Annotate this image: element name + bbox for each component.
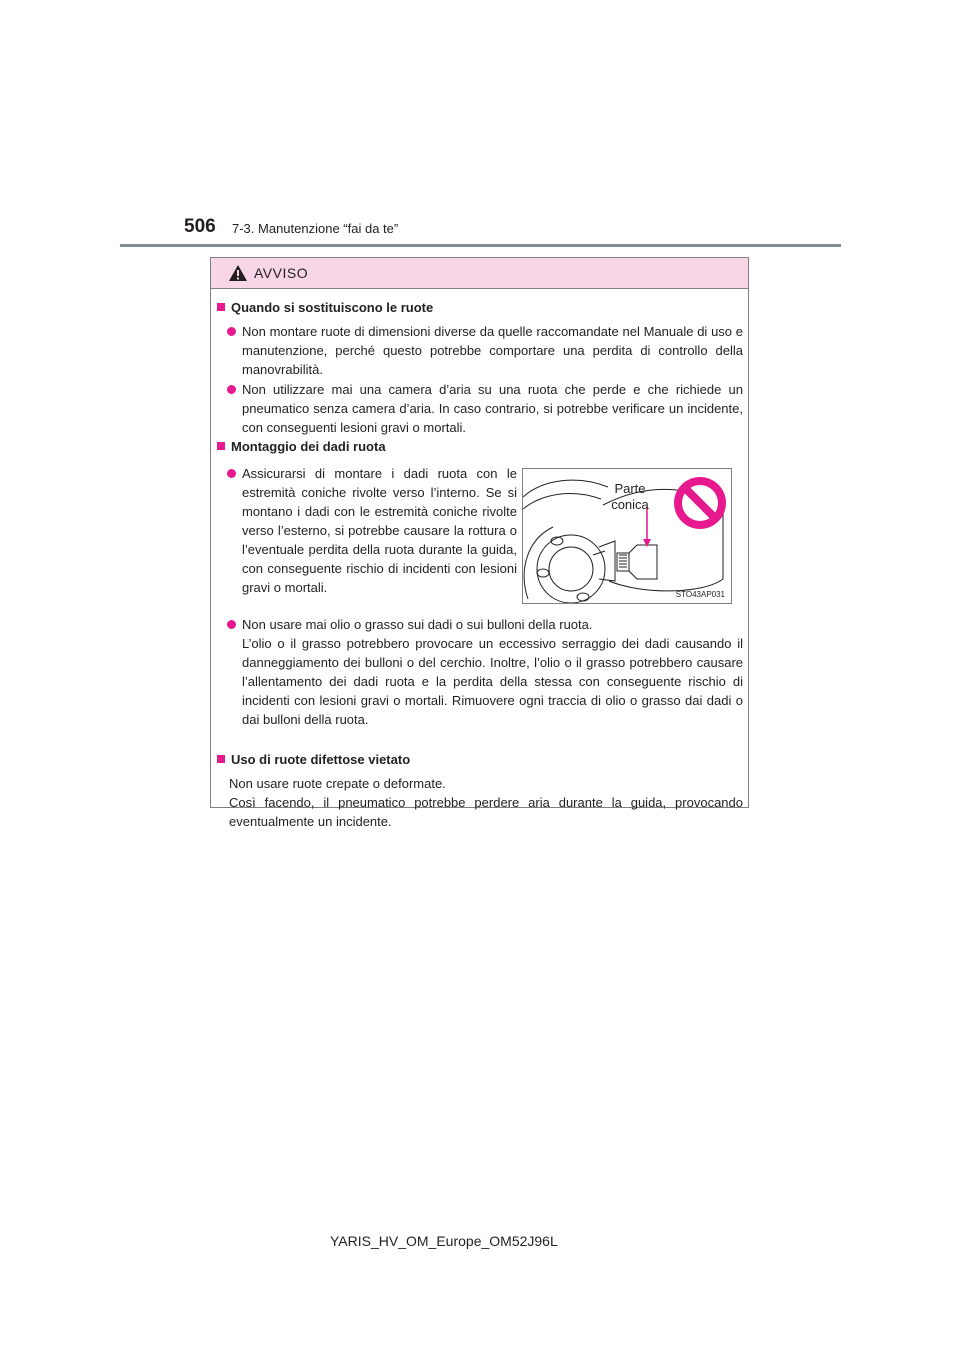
warning-triangle-icon	[228, 264, 248, 282]
round-bullet-icon	[227, 620, 236, 629]
section-heading-wheel-replacement: Quando si sostituiscono le ruote	[217, 300, 433, 315]
round-bullet-icon	[227, 385, 236, 394]
section-heading-wheel-nuts: Montaggio dei dadi ruota	[217, 439, 386, 454]
square-bullet-icon	[217, 755, 225, 763]
list-item: Non utilizzare mai una camera d’aria su una ruota che perde e che richiede un pneumatico senza camera d’aria. In caso contrario, si potrebbe verificare un incidente, con conseguenti lesioni gravi o mortali.	[227, 380, 743, 437]
page-number: 506	[184, 216, 216, 237]
list-item: Non montare ruote di dimensioni diverse da quelle raccomandate nel Manuale di uso e manutenzione, perché questo potrebbe comportare una perdita di controllo della manovrabilità.	[227, 322, 743, 379]
square-bullet-icon	[217, 303, 225, 311]
tapered-nut-figure	[522, 468, 732, 604]
paragraph: Non usare ruote crepate o deformate. Così facendo, il pneumatico potrebbe perdere aria durante la guida, provocando eventualmente un incidente.	[229, 776, 743, 829]
section-heading-defective-wheels: Uso di ruote difettose vietato	[217, 752, 410, 767]
prohibited-icon	[674, 477, 726, 529]
section-title: 7-3. Manutenzione “fai da te”	[232, 221, 399, 236]
warning-title: AVVISO	[254, 265, 309, 281]
list-item: Assicurarsi di montare i dadi ruota con le estremità coniche rivolte verso l’interno. Se si montano i dadi con le estremità coniche rivolte verso l’esterno, si potrebbe causare la rottura o l’eventuale perdita della ruota durante la guida, con conseguente rischio di incidenti con lesioni gravi o mortali.	[227, 464, 517, 597]
round-bullet-icon	[227, 469, 236, 478]
warning-header	[211, 258, 748, 289]
list-item: Non usare mai olio o grasso sui dadi o sui bulloni della ruota. L’olio o il grasso potrebbero provocare un eccessivo serraggio dei dadi causando il danneggiamento dei bulloni o del cerchio. Inoltre, l’olio o il grasso potrebbero causare l’allentamento dei dadi ruota e la perdita della stessa con conseguente rischio di incidenti con lesioni gravi o mortali. Rimuovere ogni traccia di olio o grasso dai dadi o dai bulloni della ruota.	[227, 615, 743, 729]
round-bullet-icon	[227, 327, 236, 336]
header-rule	[120, 244, 841, 247]
square-bullet-icon	[217, 442, 225, 450]
tapered-part-label: Parte conica	[611, 481, 649, 512]
figure-code: STO43AP031	[675, 590, 725, 599]
warning-box	[210, 257, 749, 829]
document-id: YARIS_HV_OM_Europe_OM52J96L	[330, 1233, 558, 1249]
